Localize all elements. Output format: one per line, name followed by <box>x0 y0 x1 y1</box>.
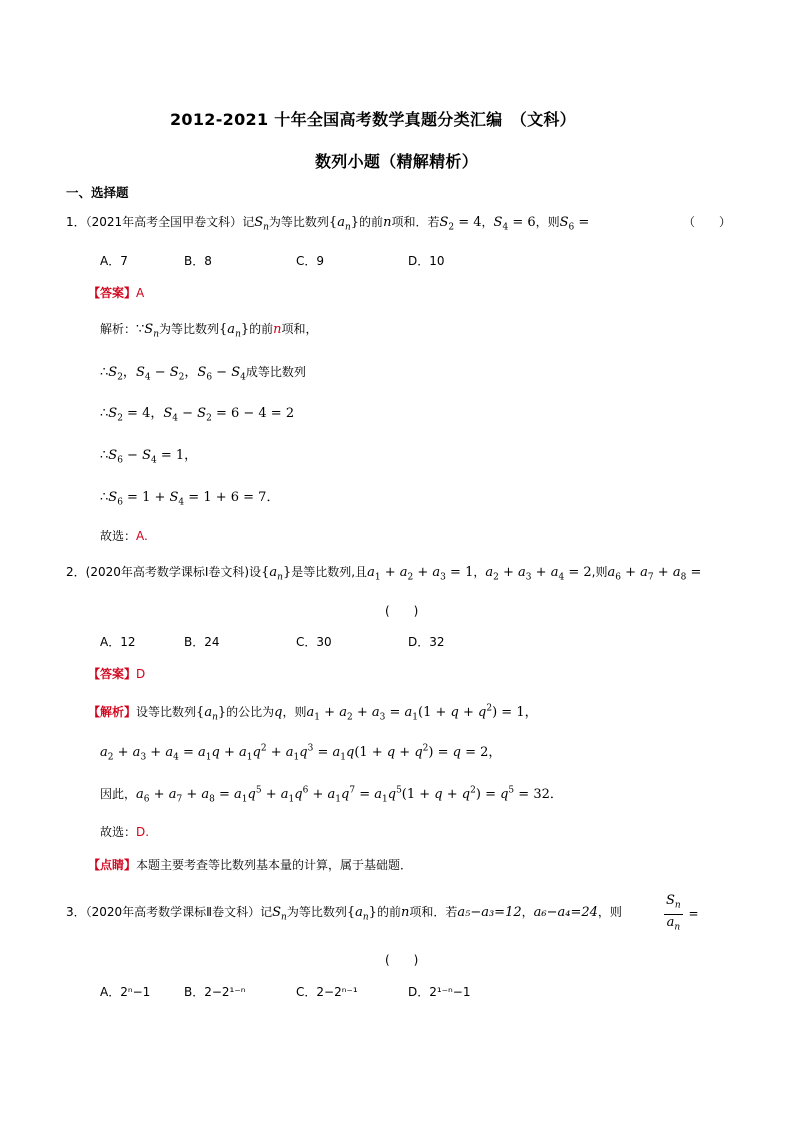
answer-line <box>88 665 145 682</box>
answer-tag: 【答案】 <box>88 667 137 681</box>
stem-text: 的前 <box>359 215 384 229</box>
question-source: （2021年高考全国甲卷文科） <box>85 215 243 229</box>
answer-blank: ( ) <box>385 953 419 967</box>
stem-text: 设 <box>249 565 262 579</box>
note-tag: 【点睛】 <box>88 858 137 872</box>
analysis-line-2 <box>100 741 501 763</box>
math-S4: $S_4 = 6$ <box>493 215 536 233</box>
math-n: n <box>273 322 282 337</box>
math-S6: $S_6$ = <box>559 215 590 233</box>
math-expr: $a_2 + a_3 + a_4 = 2$ <box>485 565 592 583</box>
math-expr: $a_2 + a_3 + a_4 = a_1q + a_1q^2 + a_1q^3 = a_1q(1 + q + q^2) = q = 2$， <box>100 743 502 763</box>
math-expr: $\therefore S_2$，$S_4 - S_2$，$S_6 - S_4$ <box>100 365 246 383</box>
conclude-value: A. <box>136 529 148 543</box>
choice-d: D．32 <box>408 635 445 649</box>
stem-text: 项和．若 <box>409 905 458 919</box>
analysis-line-5 <box>100 486 279 508</box>
question-number: 3． <box>66 905 86 919</box>
analysis-text: 项和， <box>281 322 318 336</box>
math-q: q <box>274 705 283 720</box>
math-expr: $\therefore S_6 - S_4 = 1$， <box>100 448 198 466</box>
question-number: 2． <box>66 565 86 579</box>
analysis-text: 的前 <box>249 322 274 336</box>
math-fraction: $\frac{S_n}{a_n}$ = <box>662 893 699 935</box>
note-line <box>88 856 412 873</box>
conclude-value: D. <box>136 825 150 839</box>
stem-text: 为等比数列 <box>268 215 329 229</box>
math-expr: $\therefore S_6 = 1 + S_4 = 1 + 6 = 7$． <box>100 490 280 508</box>
stem-text: ，则 <box>597 905 622 919</box>
math-S2: $S_2 = 4$ <box>439 215 482 233</box>
choice-a: A．12 <box>100 635 136 649</box>
stem-text: 的前 <box>376 905 401 919</box>
math-expr: $a_1 + a_2 + a_3 = a_1(1 + q + q^2) = 1$， <box>306 703 538 723</box>
page-subtitle: 数列小题（精解精析） <box>315 152 479 171</box>
analysis-line-3 <box>100 402 294 424</box>
analysis-text: 的公比为 <box>226 705 275 719</box>
question-2-stem <box>66 563 701 583</box>
answer-value: D <box>136 667 146 681</box>
question-number: 1． <box>66 215 86 229</box>
math-n: n <box>383 215 392 230</box>
math-expr: $a_6 + a_7 + a_8 = a_1q^5 + a_1q^6 + a_1q^7 = a_1q^5(1 + q + q^2) = q^5 = 32$． <box>136 785 563 805</box>
choice-c: C．2−2ⁿ⁻¹ <box>296 985 358 999</box>
math-n: n <box>400 905 410 920</box>
analysis-text: 为等比数列 <box>159 322 220 336</box>
fraction-Sn-over-an: $\frac{S_n}{a_n}$ <box>666 893 681 933</box>
question-1-stem <box>66 213 589 233</box>
stem-text: ， <box>473 565 486 579</box>
choice-b: B．24 <box>184 635 220 649</box>
choice-a: A．7 <box>100 254 128 268</box>
math-expr: $a_6 + a_7 + a_8$ = <box>607 565 702 583</box>
answer-value: A <box>136 286 145 300</box>
choice-b: B．2−2¹⁻ⁿ <box>184 985 246 999</box>
section-heading: 一、选择题 <box>66 185 129 200</box>
analysis-line-1 <box>100 320 318 340</box>
stem-text: ,则 <box>591 565 608 579</box>
answer-blank: （ ） <box>683 215 732 229</box>
answer-tag: 【答案】 <box>88 286 137 300</box>
stem-text: 为等比数列 <box>286 905 347 919</box>
analysis-tag: 【解析】 <box>88 705 137 719</box>
choice-d: D．10 <box>408 254 445 268</box>
conclusion-line <box>100 527 148 544</box>
conclusion-line <box>100 823 149 840</box>
math-seq-an: $\{a_n\}$ <box>346 905 377 923</box>
analysis-line-3 <box>100 783 563 805</box>
choice-d: D．2¹⁻ⁿ−1 <box>408 985 471 999</box>
math-cond: a₆−a₄=24 <box>533 905 598 920</box>
choice-c: C．9 <box>296 254 325 268</box>
analysis-line-2 <box>100 361 306 383</box>
question-source: （2020年高考数学课标Ⅱ卷文科） <box>85 905 261 919</box>
stem-text: ， <box>521 905 534 919</box>
answer-line <box>88 284 144 301</box>
math-seq-an: $\{a_n\}$ <box>219 322 250 340</box>
conclude-label: 故选： <box>100 529 137 543</box>
math-seq-an: $\{a_n\}$ <box>196 705 227 723</box>
analysis-text: 因此， <box>100 787 137 801</box>
analysis-line-4 <box>100 444 197 466</box>
stem-text: 是等比数列,且 <box>291 565 368 579</box>
math-because: $\because S_n$ <box>136 322 159 340</box>
question-3-stem <box>66 903 622 923</box>
question-source: (2020年高考数学课标Ⅰ卷文科) <box>85 565 250 579</box>
note-text: 本题主要考查等比数列基本量的计算，属于基础题． <box>136 858 413 872</box>
math-expr: $\therefore S_2 = 4$，$S_4 - S_2 = 6 - 4 = 2$ <box>100 406 295 424</box>
math-cond: a₅−a₃=12 <box>457 905 522 920</box>
conclude-label: 故选： <box>100 825 137 839</box>
stem-text: ，则 <box>535 215 560 229</box>
math-Sn: $S_n$ <box>272 905 287 923</box>
stem-text: 项和．若 <box>391 215 440 229</box>
analysis-text: 成等比数列 <box>245 365 306 379</box>
choice-a: A．2ⁿ−1 <box>100 985 151 999</box>
choice-b: B．8 <box>184 254 212 268</box>
analysis-line-1 <box>88 701 538 723</box>
math-expr: $a_1 + a_2 + a_3 = 1$ <box>367 565 474 583</box>
analysis-text: ，则 <box>282 705 307 719</box>
stem-text: 记 <box>242 215 255 229</box>
page-title: 2012-2021 十年全国高考数学真题分类汇编 （文科） <box>170 110 576 129</box>
analysis-text: 设等比数列 <box>136 705 197 719</box>
math-Sn: $S_n$ <box>254 215 269 233</box>
analysis-label: 解析： <box>100 322 137 336</box>
stem-text: 记 <box>260 905 273 919</box>
answer-blank: ( ) <box>385 604 419 618</box>
choice-c: C．30 <box>296 635 332 649</box>
stem-text: ， <box>481 215 494 229</box>
math-seq-an: $\{a_n\}$ <box>328 215 360 233</box>
math-seq-an: $\{a_n\}$ <box>261 565 292 583</box>
